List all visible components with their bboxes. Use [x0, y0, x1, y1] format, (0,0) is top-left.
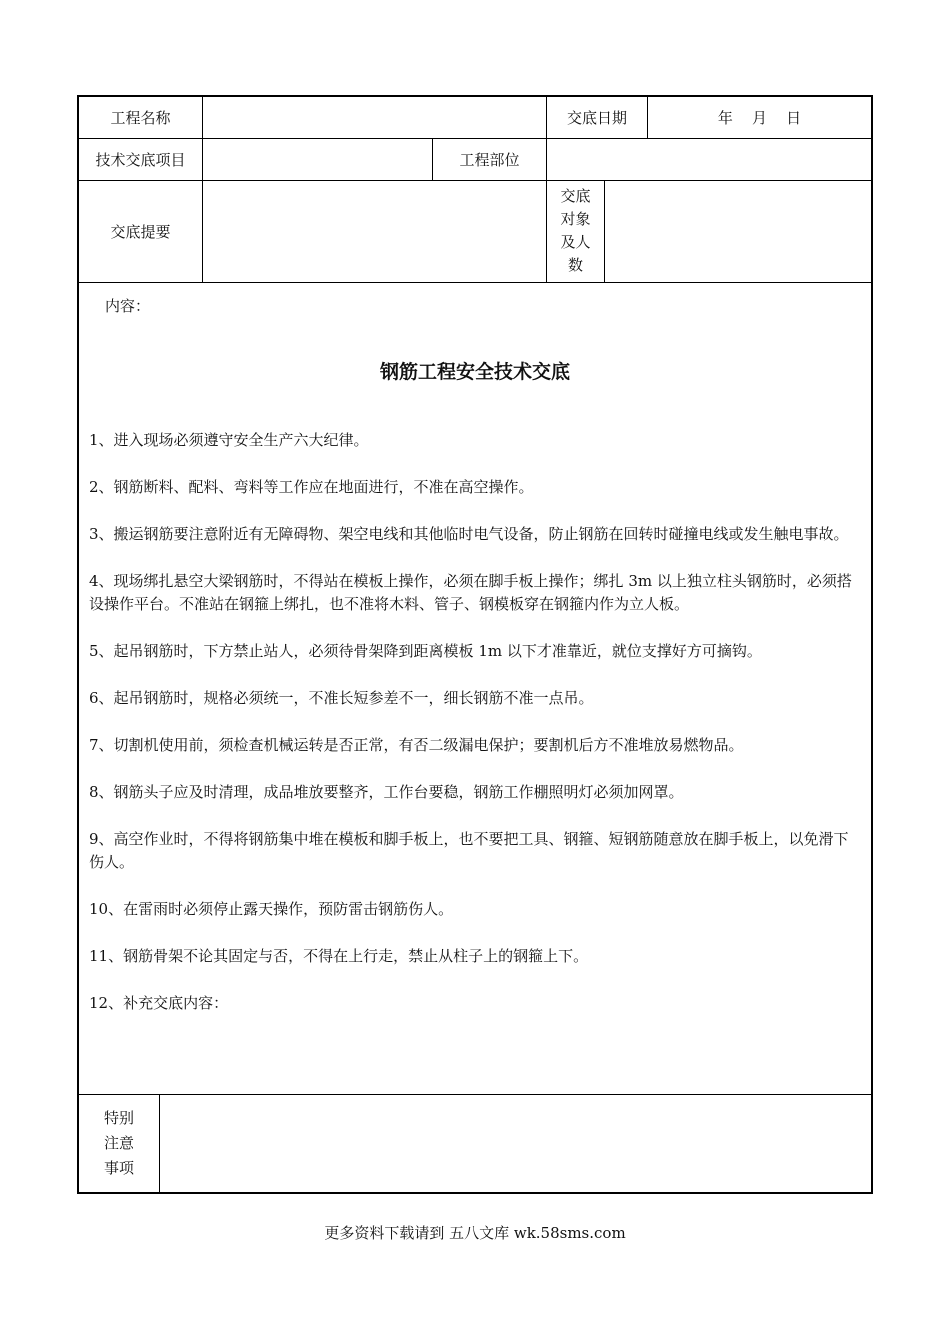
special-notes-label-line: 特别 — [103, 1109, 134, 1127]
briefing-items-list — [89, 429, 855, 1039]
list-item: 3、搬运钢筋要注意附近有无障碍物、架空电线和其他临时电气设备，防止钢筋在回转时碰撞电线或发生触电事故。 — [89, 525, 849, 543]
special-notes-label — [79, 1095, 159, 1192]
list-item: 10、在雷雨时必须停止露天操作，预防雷击钢筋伤人。 — [89, 900, 454, 918]
list-item: 1、进入现场必须遵守安全生产六大纪律。 — [89, 431, 369, 449]
date-label: 交底日期 — [566, 109, 627, 127]
project-location-field[interactable] — [547, 138, 871, 180]
special-notes-label-line: 事项 — [103, 1159, 134, 1177]
document-title: 钢筋工程安全技术交底 — [379, 361, 570, 383]
list-item: 7、切割机使用前，须检查机械运转是否正常，有否二级漏电保护；要割机后方不准堆放易燃物品。 — [89, 736, 744, 754]
summary-label: 交底提要 — [110, 222, 171, 241]
list-item: 2、钢筋断料、配料、弯料等工作应在地面进行，不准在高空操作。 — [89, 478, 534, 496]
audience-label-line: 及人 — [560, 233, 591, 251]
footer-download-note: 更多资料下载请到 五八文库 wk.58sms.com — [324, 1224, 626, 1242]
list-item: 6、起吊钢筋时，规格必须统一，不准长短参差不一，细长钢筋不准一点吊。 — [89, 689, 594, 707]
audience-label-line: 数 — [567, 256, 583, 274]
special-notes-field[interactable] — [160, 1095, 871, 1192]
list-item: 12、补充交底内容： — [89, 994, 229, 1012]
date-field[interactable]: 年 月 日 — [717, 109, 802, 127]
list-item: 5、起吊钢筋时，下方禁止站人，必须待骨架降到距离模板 1m 以下才准靠近，就位支撑好方可摘钩。 — [89, 642, 762, 660]
project-name-field[interactable] — [203, 97, 546, 138]
briefing-item-field[interactable] — [203, 138, 432, 180]
briefing-item-label: 技术交底项目 — [95, 150, 186, 169]
list-item: 11、钢筋骨架不论其固定与否，不得在上行走，禁止从柱子上的钢箍上下。 — [89, 947, 589, 965]
list-item: 4、现场绑扎悬空大梁钢筋时，不得站在模板上操作，必须在脚手板上操作；绑扎 3m 以上独立柱头钢筋时，必须搭设操作平台。不准站在钢箍上绑扎，也不准将木料、管子、钢模板穿在钢箍内作为立人板。 — [89, 572, 852, 613]
audience-label-line: 对象 — [560, 210, 591, 228]
summary-field[interactable] — [203, 180, 546, 282]
audience-field[interactable] — [605, 180, 871, 282]
safety-briefing-form — [77, 95, 873, 1194]
special-notes-label-line: 注意 — [103, 1134, 134, 1152]
list-item: 9、高空作业时，不得将钢筋集中堆在模板和脚手板上，也不要把工具、钢箍、短钢筋随意放在脚手板上，以免滑下伤人。 — [89, 830, 849, 871]
row-divider — [79, 282, 871, 283]
project-location-label: 工程部位 — [459, 150, 520, 169]
content-label: 内容： — [105, 297, 151, 315]
audience-label-line: 交底 — [560, 187, 591, 205]
project-name-label: 工程名称 — [110, 109, 171, 127]
list-item: 8、钢筋头子应及时清理，成品堆放要整齐，工作台要稳，钢筋工作棚照明灯必须加网罩。 — [89, 783, 684, 801]
audience-label — [547, 180, 604, 282]
